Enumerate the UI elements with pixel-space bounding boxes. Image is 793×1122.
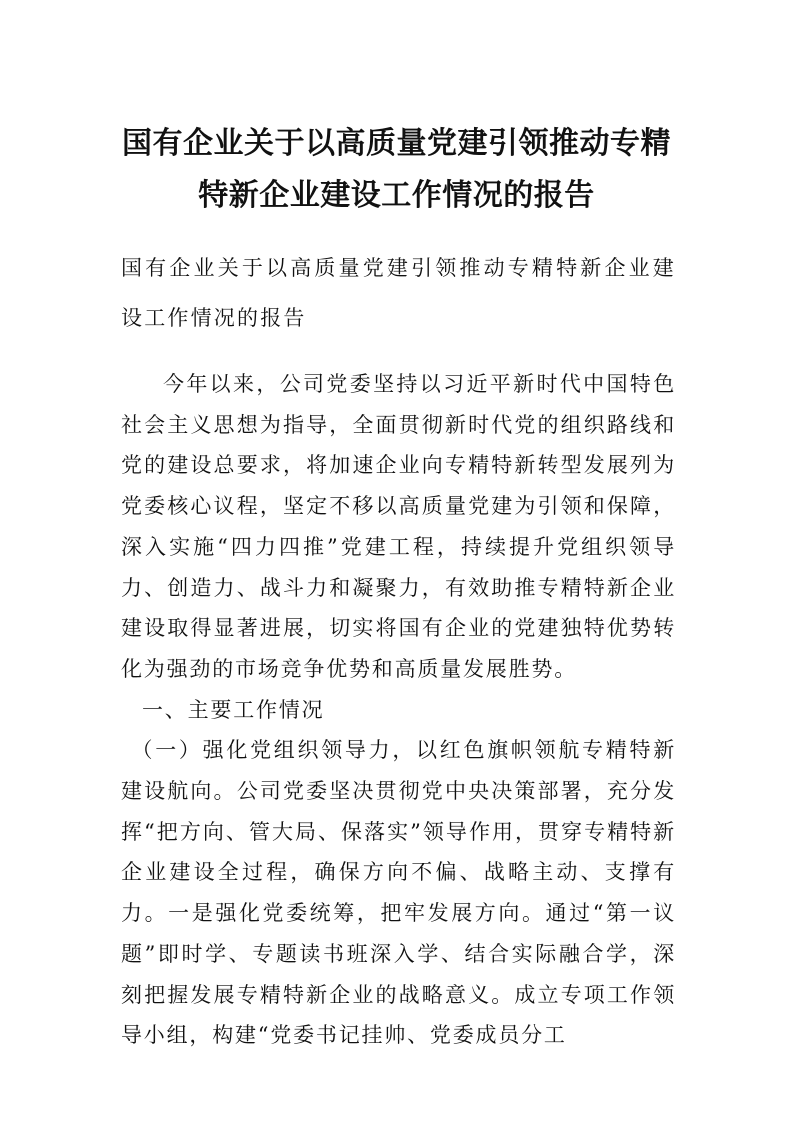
paragraph-section-1: （一）强化党组织领导力，以红色旗帜领航专精特新建设航向。公司党委坚决贯彻党中央决策部署，充分发挥“把方向、管大局、保落实”领导作用，贯穿专精特新企业建设全过程，确保方向不偏、战略主动、支撑有力。一是强化党委统筹，把牢发展方向。通过“第一议题”即时学、专题读书班深入学、结合实际融合学，深刻把握发展专精特新企业的战略意义。成立专项工作领导小组，构建“党委书记挂帅、党委成员分工 bbox=[121, 738, 676, 1048]
section-heading: 一、主要工作情况 bbox=[142, 697, 325, 722]
document-subtitle: 国有企业关于以高质量党建引领推动专精特新企业建设工作情况的报告 bbox=[121, 256, 676, 330]
paragraph-intro: 今年以来，公司党委坚持以习近平新时代中国特色社会主义思想为指导，全面贯彻新时代党的组织路线和党的建设总要求，将加速企业向专精特新转型发展列为党委核心议程，坚定不移以高质量党建为引领和保障，深入实施“四力四推”党建工程，持续提升党组织领导力、创造力、战斗力和凝聚力，有效助推专精特新企业建设取得显著进展，切实将国有企业的党建独特优势转化为强劲的市场竞争优势和高质量发展胜势。 bbox=[121, 372, 676, 681]
title-line-1: 国有企业关于以高质量党建引领推动专精 bbox=[122, 126, 671, 161]
title-line-2: 特新企业建设工作情况的报告 bbox=[198, 178, 595, 213]
document-title bbox=[100, 118, 693, 222]
document-body bbox=[121, 364, 676, 1056]
